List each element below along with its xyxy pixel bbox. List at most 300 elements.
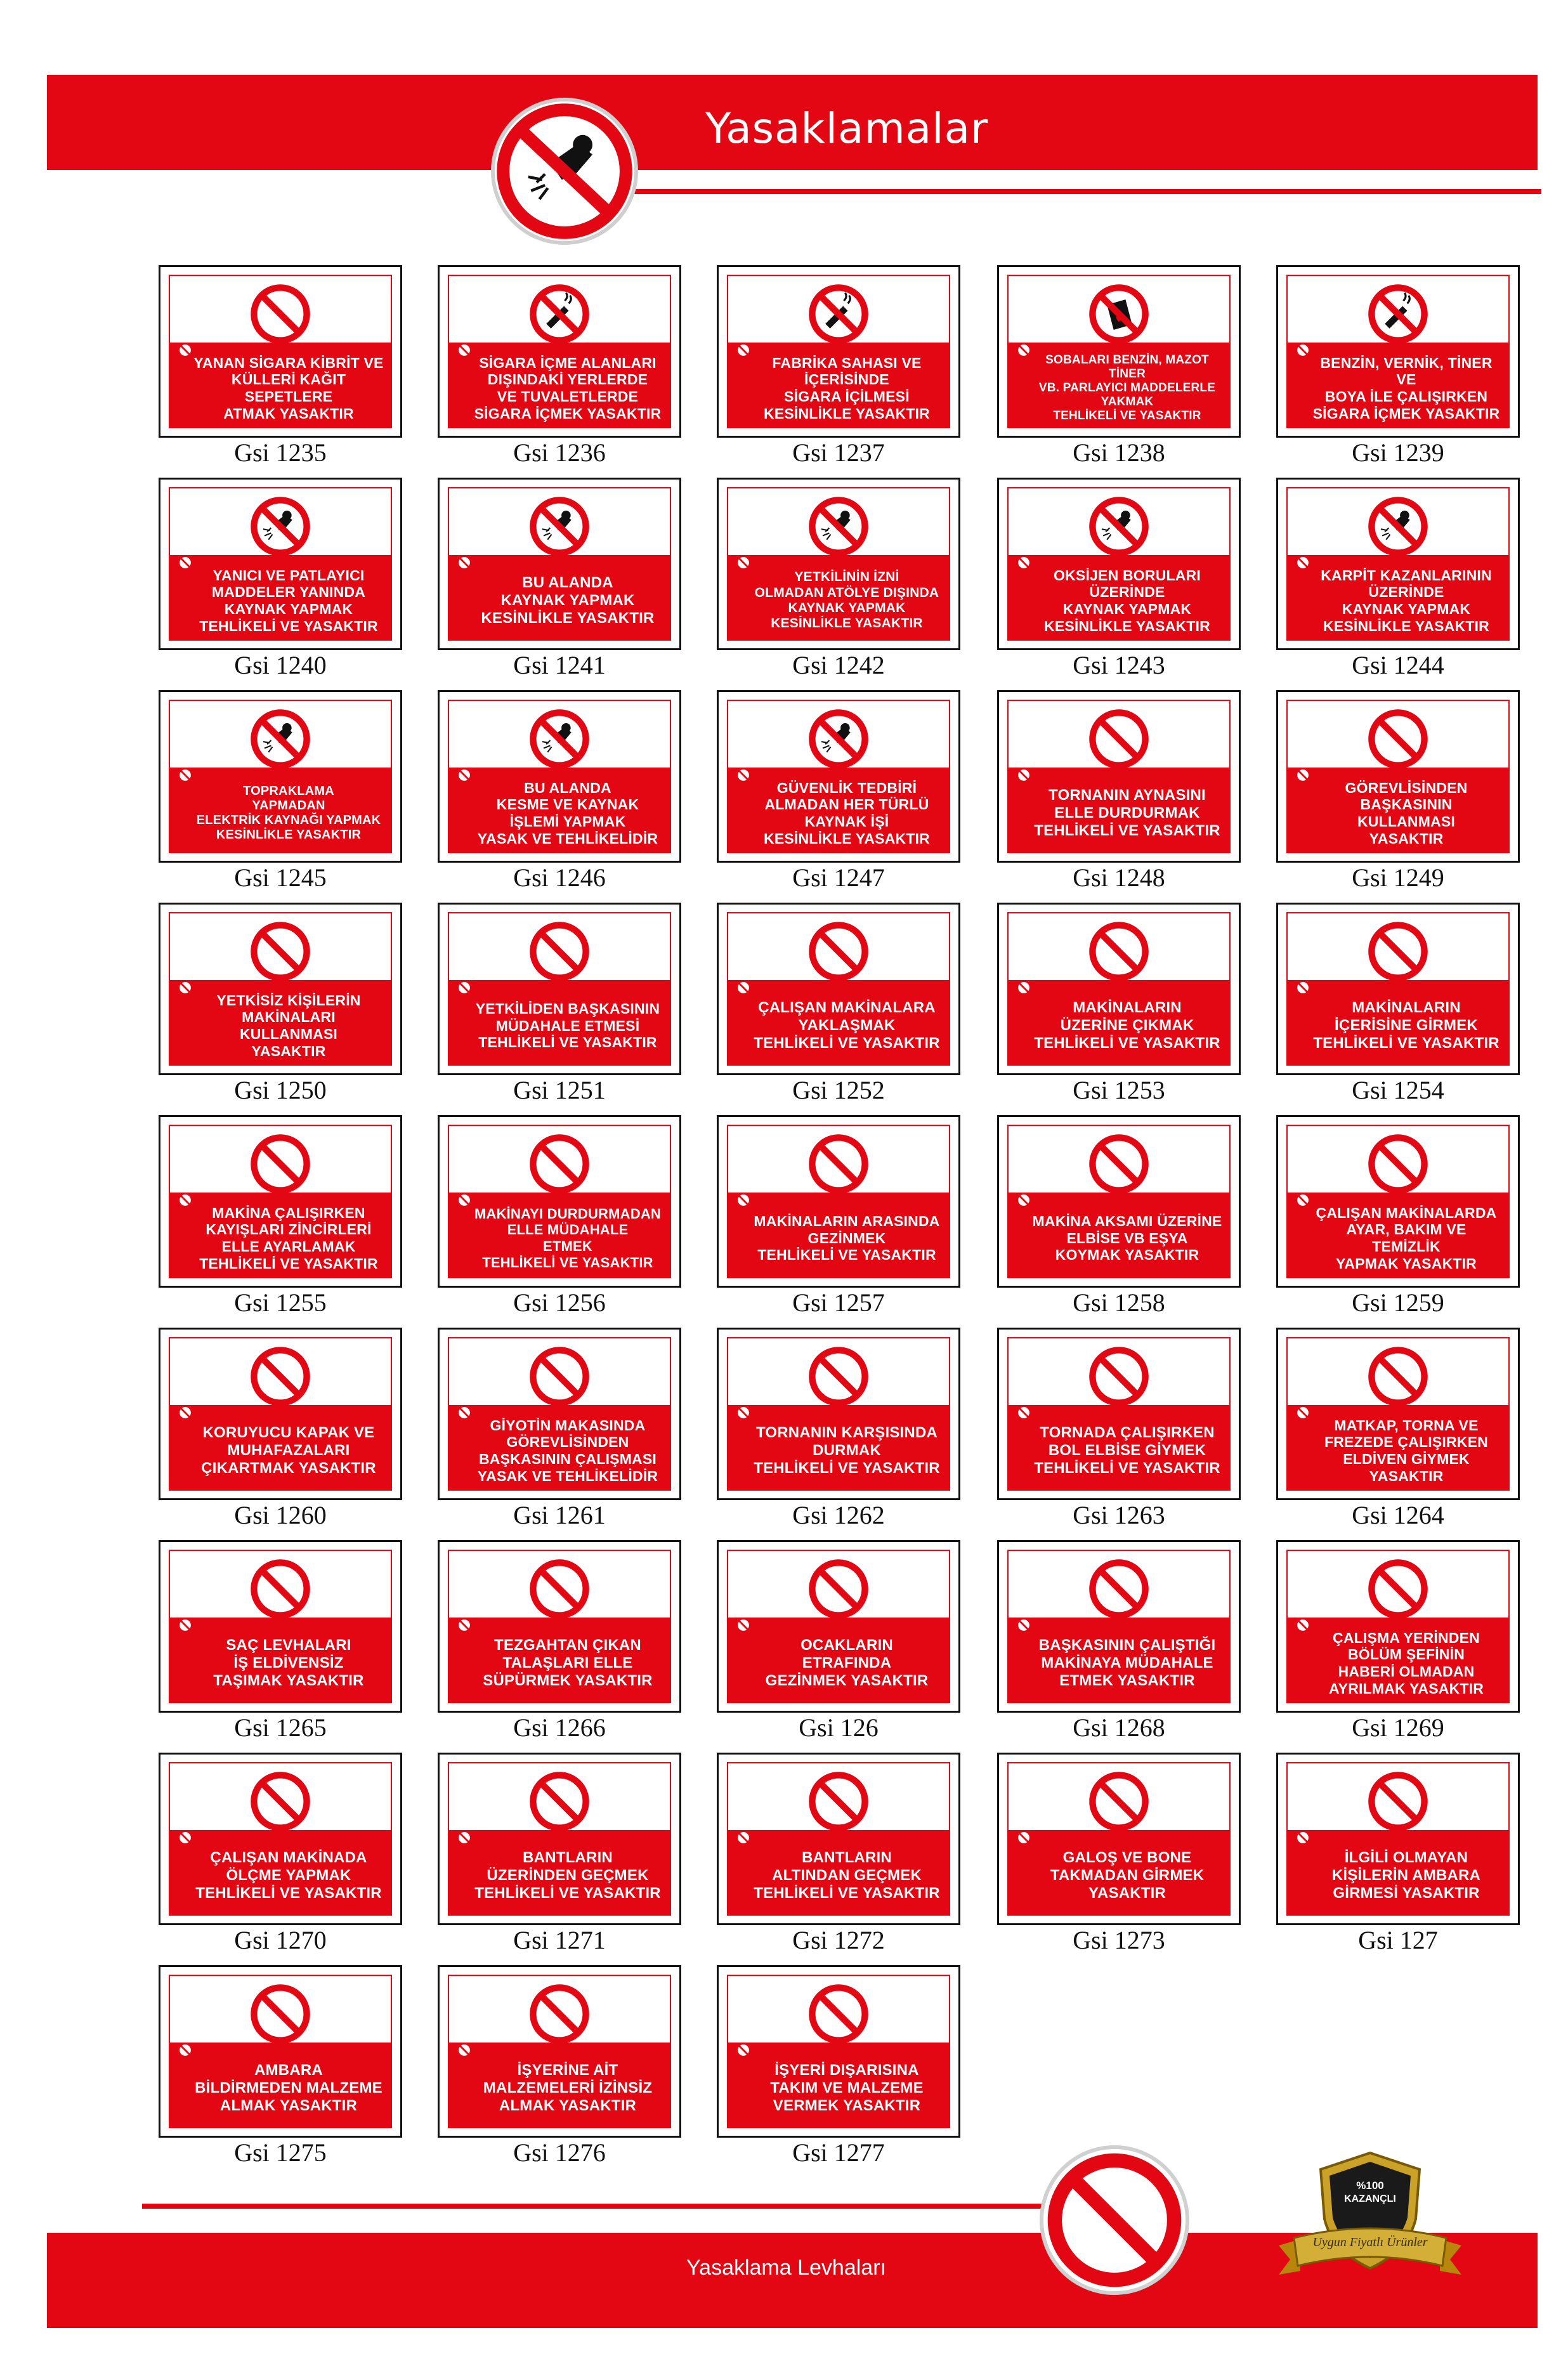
sign-frame <box>159 903 402 1075</box>
sign-card <box>997 1540 1241 1749</box>
sign-plate <box>727 1762 950 1916</box>
sign-card <box>438 478 681 687</box>
small-no-symbol-icon <box>455 2041 473 2059</box>
sign-code: Gsi 1248 <box>1073 863 1165 892</box>
sign-frame <box>1276 1115 1520 1288</box>
sign-card <box>438 1328 681 1537</box>
no-symbol-icon <box>247 918 313 984</box>
small-no-symbol-icon <box>455 1829 473 1847</box>
sign-code: Gsi 1254 <box>1352 1076 1444 1104</box>
sign-frame <box>717 1328 960 1500</box>
sign-card <box>438 903 681 1112</box>
sign-plate <box>169 1762 392 1916</box>
sign-frame <box>997 1753 1241 1925</box>
small-no-symbol-icon <box>176 766 194 784</box>
sign-code: Gsi 1235 <box>234 438 327 467</box>
sign-card <box>717 1965 960 2174</box>
sign-code: Gsi 1275 <box>234 2138 327 2167</box>
sign-frame <box>438 1328 681 1500</box>
sign-frame <box>717 903 960 1075</box>
sign-card <box>1276 478 1520 687</box>
sign-code: Gsi 1251 <box>513 1076 606 1104</box>
sign-frame <box>159 690 402 863</box>
sign-card <box>997 265 1241 474</box>
sign-frame <box>997 265 1241 438</box>
sign-card <box>438 690 681 899</box>
sign-text: ÇALIŞMA YERİNDEN BÖLÜM ŞEFİNİN HABERİ OLMADAN AYRILMAK YASAKTIR <box>1328 1629 1484 1697</box>
small-no-symbol-icon <box>455 766 473 784</box>
sign-frame <box>159 265 402 438</box>
no-symbol-icon <box>1365 1343 1431 1409</box>
sign-text: SİGARA İÇME ALANLARI DIŞINDAKİ YERLERDE VE TUVALETLERDE SİGARA İÇMEK YASAKTIR <box>474 354 662 422</box>
small-no-symbol-icon <box>1015 979 1033 997</box>
sign-plate <box>169 275 392 428</box>
sign-card <box>1276 265 1520 474</box>
no-fire-stove-icon <box>1086 281 1152 347</box>
sign-code: Gsi 1239 <box>1352 438 1444 467</box>
sign-plate <box>1007 700 1231 853</box>
sign-card <box>438 1753 681 1962</box>
small-no-symbol-icon <box>735 1191 752 1209</box>
sign-plate <box>169 1125 392 1278</box>
sign-frame <box>159 1965 402 2138</box>
header-divider <box>628 189 1541 194</box>
sign-code: Gsi 1240 <box>234 651 327 679</box>
sign-text: KORUYUCU KAPAK VE MUHAFAZALARI ÇIKARTMAK YASAKTIR <box>201 1424 376 1477</box>
no-symbol-icon <box>1086 918 1152 984</box>
sign-code: Gsi 1266 <box>513 1713 606 1742</box>
footer-caption: Yasaklama Levhaları <box>686 2256 886 2280</box>
sign-code: Gsi 1247 <box>792 863 885 892</box>
small-no-symbol-icon <box>455 979 473 997</box>
sign-code: Gsi 1249 <box>1352 863 1444 892</box>
no-welding-icon <box>806 494 872 559</box>
sign-text: BU ALANDA KESME VE KAYNAK İŞLEMİ YAPMAK YASAK VE TEHLİKELİDİR <box>477 779 658 847</box>
sign-card <box>717 1115 960 1324</box>
sign-text: GÜVENLİK TEDBİRİ ALMADAN HER TÜRLÜ KAYNAK İŞİ KESİNLİKLE YASAKTIR <box>764 779 930 847</box>
sign-frame <box>717 478 960 650</box>
sign-frame <box>997 1115 1241 1288</box>
no-welding-icon <box>526 494 592 559</box>
no-symbol-icon <box>247 1981 313 2047</box>
small-no-symbol-icon <box>735 979 752 997</box>
sign-text: GÖREVLİSİNDEN BAŞKASININ KULLANMASI YASAKTIR <box>1345 779 1468 847</box>
sign-text: KARPİT KAZANLARININ ÜZERİNDE KAYNAK YAPMAK KESİNLİKLE YASAKTIR <box>1321 566 1492 634</box>
small-no-symbol-icon <box>1015 1404 1033 1422</box>
sign-text: AMBARA BİLDİRMEDEN MALZEME ALMAK YASAKTIR <box>195 2062 382 2114</box>
small-no-symbol-icon <box>455 1191 473 1209</box>
no-symbol-icon <box>1365 918 1431 984</box>
sign-text: MAKİNA AKSAMI ÜZERİNE ELBİSE VB EŞYA KOYMAK YASAKTIR <box>1032 1212 1222 1264</box>
sign-frame <box>438 903 681 1075</box>
no-symbol-icon <box>1365 1556 1431 1622</box>
small-no-symbol-icon <box>1294 766 1312 784</box>
sign-text: ÇALIŞAN MAKİNADA ÖLÇME YAPMAK TEHLİKELİ VE YASAKTIR <box>195 1849 382 1902</box>
small-no-symbol-icon <box>1294 979 1312 997</box>
sign-card <box>717 690 960 899</box>
no-symbol-icon <box>526 918 592 984</box>
no-symbol-icon <box>526 1556 592 1622</box>
no-symbol-icon <box>1086 1131 1152 1197</box>
sign-code: Gsi 1263 <box>1073 1501 1165 1529</box>
sign-text: YETKİSİZ KİŞİLERİN MAKİNALARI KULLANMASI YASAKTIR <box>216 991 361 1059</box>
badge-shield-icon <box>1275 2144 1465 2296</box>
sign-frame <box>997 478 1241 650</box>
sign-plate <box>169 912 392 1066</box>
sign-text: TORNANIN KARŞISINDA DURMAK TEHLİKELİ VE YASAKTIR <box>754 1424 940 1477</box>
sign-text: BAŞKASININ ÇALIŞTIĞI MAKİNAYA MÜDAHALE ETMEK YASAKTIR <box>1038 1637 1216 1689</box>
sign-card <box>997 903 1241 1112</box>
no-symbol-icon <box>1365 706 1431 772</box>
no-symbol-icon <box>1086 1556 1152 1622</box>
sign-plate <box>1286 487 1510 641</box>
sign-card <box>159 690 402 899</box>
no-welding-icon <box>526 706 592 772</box>
sign-code: Gsi 1259 <box>1352 1288 1444 1317</box>
small-no-symbol-icon <box>176 1404 194 1422</box>
small-no-symbol-icon <box>455 1616 473 1634</box>
sign-code: Gsi 126 <box>799 1713 879 1742</box>
sign-text: MAKİNAYI DURDURMADAN ELLE MÜDAHALE ETMEK TEHLİKELİ VE YASAKTIR <box>474 1205 662 1271</box>
small-no-symbol-icon <box>735 766 752 784</box>
sign-text: GALOŞ VE BONE TAKMADAN GİRMEK YASAKTIR <box>1050 1849 1205 1902</box>
sign-code: Gsi 1270 <box>234 1926 327 1954</box>
sign-plate <box>727 1975 950 2128</box>
no-symbol-icon <box>1086 706 1152 772</box>
small-no-symbol-icon <box>735 2041 752 2059</box>
sign-card <box>997 1753 1241 1962</box>
small-no-symbol-icon <box>1015 1829 1033 1847</box>
sign-frame <box>1276 1753 1520 1925</box>
sign-text: MAKİNALARIN ARASINDA GEZİNMEK TEHLİKELİ VE YASAKTIR <box>754 1212 940 1264</box>
sign-code: Gsi 1257 <box>792 1288 885 1317</box>
sign-frame <box>997 1328 1241 1500</box>
no-symbol-icon <box>526 1768 592 1834</box>
sign-text: TOPRAKLAMA YAPMADAN ELEKTRİK KAYNAĞI YAPMAK KESİNLİKLE YASAKTIR <box>196 783 381 842</box>
sign-frame <box>1276 690 1520 863</box>
sign-card <box>159 1753 402 1962</box>
sign-card <box>717 265 960 474</box>
no-symbol-icon <box>247 1768 313 1834</box>
sign-plate <box>1007 1125 1231 1278</box>
no-smoking-icon <box>526 281 592 347</box>
sign-code: Gsi 1261 <box>513 1501 606 1529</box>
sign-frame <box>717 265 960 438</box>
sign-code: Gsi 1236 <box>513 438 606 467</box>
sign-plate <box>169 487 392 641</box>
sign-card <box>717 478 960 687</box>
sign-text: MAKİNA ÇALIŞIRKEN KAYIŞLARI ZİNCİRLERİ ELLE AYARLAMAK TEHLİKELİ VE YASAKTIR <box>199 1204 378 1272</box>
no-symbol-icon <box>247 281 313 347</box>
sign-card <box>438 265 681 474</box>
sign-plate <box>727 700 950 853</box>
sign-text: ÇALIŞAN MAKİNALARA YAKLAŞMAK TEHLİKELİ VE YASAKTIR <box>754 999 940 1052</box>
sign-card <box>1276 1540 1520 1749</box>
sign-plate <box>169 1337 392 1491</box>
sign-text: FABRİKA SAHASI VE İÇERİSİNDE SİGARA İÇİLMESİ KESİNLİKLE YASAKTIR <box>764 354 930 422</box>
no-symbol-icon <box>247 1556 313 1622</box>
sign-text: YETKİLİNİN İZNİ OLMADAN ATÖLYE DIŞINDA KAYNAK YAPMAK KESİNLİKLE YASAKTIR <box>754 570 939 631</box>
sign-plate <box>448 700 671 853</box>
sign-code: Gsi 127 <box>1358 1926 1438 1954</box>
sign-frame <box>1276 1540 1520 1713</box>
badge-label: KAZANÇLI <box>1344 2193 1396 2204</box>
sign-code: Gsi 1260 <box>234 1501 327 1529</box>
sign-plate <box>1007 912 1231 1066</box>
no-symbol-icon <box>806 1768 872 1834</box>
sign-plate <box>1286 1125 1510 1278</box>
sign-text: İŞYERİNE AİT MALZEMELERİ İZİNSİZ ALMAK YASAKTIR <box>483 2062 653 2114</box>
sign-frame <box>159 1540 402 1713</box>
sign-plate <box>1286 1762 1510 1916</box>
sign-code: Gsi 1241 <box>513 651 606 679</box>
sign-frame <box>1276 1328 1520 1500</box>
small-no-symbol-icon <box>1015 766 1033 784</box>
no-smoking-icon <box>806 281 872 347</box>
sign-code: Gsi 1237 <box>792 438 885 467</box>
sign-card <box>159 265 402 474</box>
small-no-symbol-icon <box>176 341 194 359</box>
sign-card <box>997 478 1241 687</box>
sign-frame <box>997 903 1241 1075</box>
sign-plate <box>1007 275 1231 428</box>
sign-frame <box>438 690 681 863</box>
sign-plate <box>1286 1337 1510 1491</box>
sign-code: Gsi 1255 <box>234 1288 327 1317</box>
sign-frame <box>1276 265 1520 438</box>
no-symbol-icon <box>806 1343 872 1409</box>
no-smoking-icon <box>1365 281 1431 347</box>
no-symbol-icon <box>526 1981 592 2047</box>
sign-plate <box>169 1550 392 1703</box>
sign-card <box>438 1115 681 1324</box>
no-symbol-icon <box>247 1343 313 1409</box>
no-welding-icon <box>806 706 872 772</box>
sign-plate <box>1007 487 1231 641</box>
sign-code: Gsi 1271 <box>513 1926 606 1954</box>
sign-frame <box>438 478 681 650</box>
sign-frame <box>159 478 402 650</box>
sign-text: TEZGAHTAN ÇIKAN TALAŞLARI ELLE SÜPÜRMEK YASAKTIR <box>483 1637 653 1689</box>
sign-code: Gsi 1273 <box>1073 1926 1165 1954</box>
sign-code: Gsi 1244 <box>1352 651 1444 679</box>
small-no-symbol-icon <box>176 554 194 572</box>
sign-frame <box>717 690 960 863</box>
small-no-symbol-icon <box>176 1616 194 1634</box>
sign-plate <box>1286 275 1510 428</box>
sign-plate <box>1286 912 1510 1066</box>
small-no-symbol-icon <box>1015 554 1033 572</box>
sign-frame <box>717 1540 960 1713</box>
sign-text: YETKİLİDEN BAŞKASININ MÜDAHALE ETMESİ TEHLİKELİ VE YASAKTIR <box>475 1000 660 1051</box>
sign-plate <box>169 700 392 853</box>
sign-plate <box>1007 1550 1231 1703</box>
sign-frame <box>438 1965 681 2138</box>
small-no-symbol-icon <box>1294 1404 1312 1422</box>
no-symbol-emblem-icon <box>1043 2149 1186 2291</box>
no-welding-icon <box>1086 494 1152 559</box>
sign-card <box>997 1115 1241 1324</box>
sign-frame <box>997 690 1241 863</box>
sign-text: OCAKLARIN ETRAFINDA GEZİNMEK YASAKTIR <box>765 1637 929 1689</box>
sign-card <box>159 903 402 1112</box>
sign-text: YANAN SİGARA KİBRİT VE KÜLLERİ KAĞIT SEPETLERE ATMAK YASAKTIR <box>193 354 384 422</box>
sign-plate <box>448 1125 671 1278</box>
sign-card <box>159 1115 402 1324</box>
sign-card <box>438 1540 681 1749</box>
sign-text: BANTLARIN ALTINDAN GEÇMEK TEHLİKELİ VE YASAKTIR <box>754 1849 940 1902</box>
footer-divider <box>142 2204 1062 2209</box>
no-symbol-icon <box>1365 1768 1431 1834</box>
no-symbol-icon <box>1086 1343 1152 1409</box>
sign-plate <box>1286 700 1510 853</box>
sign-text: İŞYERİ DIŞARISINA TAKIM VE MALZEME VERMEK YASAKTIR <box>770 2062 924 2114</box>
sign-frame <box>438 1115 681 1288</box>
sign-text: SOBALARI BENZİN, MAZOT TİNER VB. PARLAYICI MADDELERLE YAKMAK TEHLİKELİ VE YASAKTIR <box>1038 353 1216 423</box>
sign-code: Gsi 1264 <box>1352 1501 1444 1529</box>
sign-text: ÇALIŞAN MAKİNALARDA AYAR, BAKIM VE TEMİZLİK YAPMAK YASAKTIR <box>1316 1204 1497 1272</box>
sign-plate <box>727 912 950 1066</box>
sign-frame <box>1276 478 1520 650</box>
sign-plate <box>448 1762 671 1916</box>
sign-plate <box>448 1975 671 2128</box>
sign-card <box>1276 903 1520 1112</box>
small-no-symbol-icon <box>1294 554 1312 572</box>
sign-text: MAKİNALARIN ÜZERİNE ÇIKMAK TEHLİKELİ VE YASAKTIR <box>1034 999 1220 1052</box>
sign-code: Gsi 1276 <box>513 2138 606 2167</box>
no-welding-icon <box>1365 494 1431 559</box>
sign-text: BANTLARIN ÜZERİNDEN GEÇMEK TEHLİKELİ VE YASAKTIR <box>474 1849 661 1902</box>
small-no-symbol-icon <box>1294 1191 1312 1209</box>
sign-text: TORNADA ÇALIŞIRKEN BOL ELBİSE GİYMEK TEHLİKELİ VE YASAKTIR <box>1034 1424 1220 1477</box>
sign-code: Gsi 1245 <box>234 863 327 892</box>
small-no-symbol-icon <box>176 1829 194 1847</box>
no-symbol-icon <box>806 1131 872 1197</box>
sign-text: MATKAP, TORNA VE FREZEDE ÇALIŞIRKEN ELDİVEN GİYMEK YASAKTIR <box>1324 1416 1488 1484</box>
small-no-symbol-icon <box>735 341 752 359</box>
sign-plate <box>448 1550 671 1703</box>
sign-plate <box>727 1550 950 1703</box>
no-symbol-icon <box>806 1981 872 2047</box>
no-welding-icon <box>247 494 313 559</box>
sign-frame <box>717 1965 960 2138</box>
sign-card <box>717 903 960 1112</box>
badge-percent: %100 <box>1356 2180 1384 2192</box>
sign-frame <box>159 1115 402 1288</box>
no-symbol-icon <box>806 1556 872 1622</box>
no-symbol-icon <box>526 1131 592 1197</box>
sign-frame <box>1276 903 1520 1075</box>
small-no-symbol-icon <box>455 341 473 359</box>
sign-plate <box>1286 1550 1510 1703</box>
sign-frame <box>997 1540 1241 1713</box>
sign-plate <box>169 1975 392 2128</box>
sign-card <box>1276 1328 1520 1537</box>
sign-plate <box>448 912 671 1066</box>
sign-text: YANICI VE PATLAYICI MADDELER YANINDA KAYNAK YAPMAK TEHLİKELİ VE YASAKTIR <box>199 566 378 634</box>
sign-frame <box>438 1753 681 1925</box>
sign-text: GİYOTİN MAKASINDA GÖREVLİSİNDEN BAŞKASININ ÇALIŞMASI YASAK VE TEHLİKELİDİR <box>477 1416 658 1484</box>
sign-code: Gsi 1256 <box>513 1288 606 1317</box>
small-no-symbol-icon <box>176 2041 194 2059</box>
sign-text: BENZİN, VERNİK, TİNER VE BOYA İLE ÇALIŞIRKEN SİGARA İÇMEK YASAKTIR <box>1312 354 1500 422</box>
small-no-symbol-icon <box>735 1616 752 1634</box>
sign-frame <box>438 265 681 438</box>
sign-code: Gsi 1262 <box>792 1501 885 1529</box>
sign-plate <box>727 1125 950 1278</box>
small-no-symbol-icon <box>176 979 194 997</box>
small-no-symbol-icon <box>1015 341 1033 359</box>
small-no-symbol-icon <box>455 554 473 572</box>
sign-card <box>438 1965 681 2174</box>
sign-code: Gsi 1272 <box>792 1926 885 1954</box>
sign-text: BU ALANDA KAYNAK YAPMAK KESİNLİKLE YASAKTIR <box>481 574 655 627</box>
sign-plate <box>448 275 671 428</box>
sign-frame <box>438 1540 681 1713</box>
small-no-symbol-icon <box>1294 1616 1312 1634</box>
sign-card <box>159 1965 402 2174</box>
sign-code: Gsi 1242 <box>792 651 885 679</box>
sign-card <box>717 1753 960 1962</box>
small-no-symbol-icon <box>735 1829 752 1847</box>
sign-plate <box>727 1337 950 1491</box>
sign-card <box>997 1328 1241 1537</box>
sign-text: SAÇ LEVHALARI İŞ ELDİVENSİZ TAŞIMAK YASAKTIR <box>213 1637 364 1689</box>
sign-code: Gsi 1250 <box>234 1076 327 1104</box>
no-welding-emblem-icon <box>495 101 634 241</box>
sign-text: İLGİLİ OLMAYAN KİŞİLERİN AMBARA GİRMESİ YASAKTIR <box>1331 1849 1481 1902</box>
sign-frame <box>717 1115 960 1288</box>
sign-frame <box>159 1328 402 1500</box>
no-symbol-icon <box>806 918 872 984</box>
sign-card <box>159 1540 402 1749</box>
sign-code: Gsi 1253 <box>1073 1076 1165 1104</box>
sign-plate <box>1007 1762 1231 1916</box>
small-no-symbol-icon <box>735 554 752 572</box>
badge-ribbon-text: Uygun Fiyatlı Ürünler <box>1312 2235 1428 2249</box>
sign-code: Gsi 1252 <box>792 1076 885 1104</box>
sign-text: TORNANIN AYNASINI ELLE DURDURMAK TEHLİKELİ VE YASAKTIR <box>1034 787 1220 839</box>
page-title: Yasaklamalar <box>705 104 989 153</box>
no-symbol-icon <box>247 1131 313 1197</box>
small-no-symbol-icon <box>176 1191 194 1209</box>
no-symbol-icon <box>1086 1768 1152 1834</box>
small-no-symbol-icon <box>735 1404 752 1422</box>
small-no-symbol-icon <box>455 1404 473 1422</box>
sign-code: Gsi 1243 <box>1073 651 1165 679</box>
sign-code: Gsi 1268 <box>1073 1713 1165 1742</box>
sign-card <box>1276 690 1520 899</box>
sign-card <box>717 1328 960 1537</box>
small-no-symbol-icon <box>1015 1616 1033 1634</box>
sign-plate <box>727 275 950 428</box>
sign-plate <box>727 487 950 641</box>
no-symbol-icon <box>1365 1131 1431 1197</box>
sign-card <box>717 1540 960 1749</box>
sign-code: Gsi 1265 <box>234 1713 327 1742</box>
sign-plate <box>1007 1337 1231 1491</box>
sign-code: Gsi 1269 <box>1352 1713 1444 1742</box>
sign-plate <box>448 487 671 641</box>
sign-card <box>159 1328 402 1537</box>
no-welding-icon <box>247 706 313 772</box>
no-symbol-icon <box>526 1343 592 1409</box>
quality-badge <box>1275 2144 1465 2296</box>
sign-frame <box>159 1753 402 1925</box>
small-no-symbol-icon <box>1294 341 1312 359</box>
sign-code: Gsi 1246 <box>513 863 606 892</box>
small-no-symbol-icon <box>1294 1829 1312 1847</box>
